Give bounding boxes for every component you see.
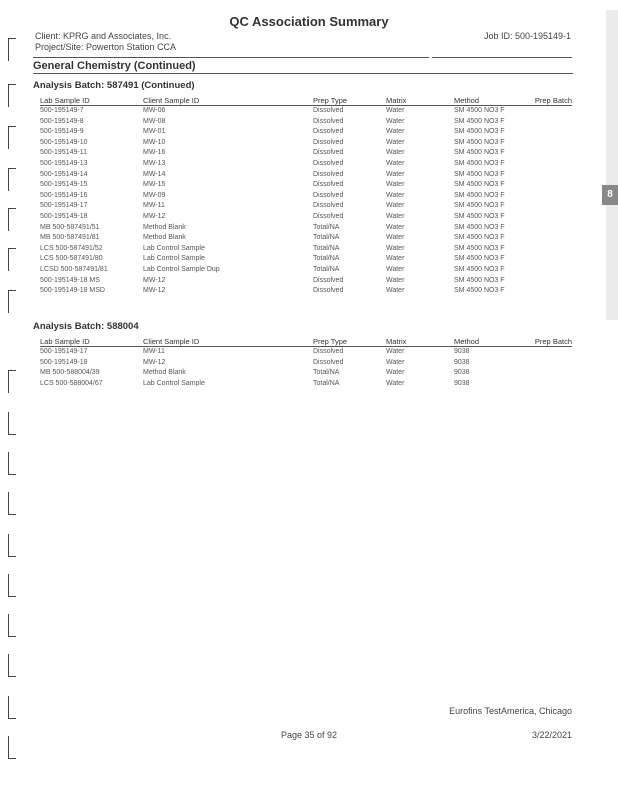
table-header-row [40,337,572,347]
table-cell: Dissolved [313,181,344,189]
table-cell: Method Blank [143,223,186,231]
table-cell: SM 4500 NO3 F [454,138,505,146]
table-cell: SM 4500 NO3 F [454,234,505,242]
table-cell [516,233,572,244]
table-cell: Water [386,128,405,136]
table-cell [516,286,572,297]
table-cell [516,244,572,255]
table-cell: SM 4500 NO3 F [454,212,505,220]
table-cell: Water [386,287,405,295]
lab-name: Eurofins TestAmerica, Chicago [449,706,572,716]
table-cell: MW-10 [143,138,166,146]
table-cell: MW-12 [143,212,166,220]
table-cell: Dissolved [313,128,344,136]
table-row [40,223,572,234]
table-cell: SM 4500 NO3 F [454,191,505,199]
margin-bracket [8,248,16,271]
table-cell: Dissolved [313,191,344,199]
report-date: 3/22/2021 [531,730,572,740]
table-cell: Lab Control Sample [143,379,205,387]
table-cell: Water [386,212,405,220]
table-cell: Total/NA [313,255,340,263]
column-header: Prep Batch [516,96,572,106]
table-row [40,180,572,191]
table-cell [516,347,572,358]
table-cell: SM 4500 NO3 F [454,265,505,273]
table-cell: Dissolved [313,159,344,167]
margin-bracket [8,452,16,475]
batch-title: Analysis Batch: 587491 (Continued) [33,80,195,91]
table-cell: 500-195149-18 MS [40,276,100,284]
table-cell: SM 4500 NO3 F [454,276,505,284]
table-cell: Dissolved [313,287,344,295]
table-cell: SM 4500 NO3 F [454,149,505,157]
table-cell [516,148,572,159]
table-row [40,106,572,117]
margin-bracket [8,168,16,191]
table-cell: MW-08 [143,117,166,125]
table-cell: MB 500-588004/39 [40,369,100,377]
table-cell: Dissolved [313,358,344,366]
table-row [40,233,572,244]
table-cell: Water [386,379,405,387]
table-cell: Water [386,358,405,366]
table-cell: Water [386,107,405,114]
table-cell: Dissolved [313,138,344,146]
column-header: Method [454,337,516,347]
table-row [40,201,572,212]
column-header: Client Sample ID [143,337,313,347]
table-cell: Water [386,191,405,199]
margin-bracket [8,208,16,231]
table-cell [516,117,572,128]
table-cell: SM 4500 NO3 F [454,181,505,189]
table-row [40,159,572,170]
table-cell: Water [386,223,405,231]
column-header: Prep Batch [516,337,572,347]
table-cell: Dissolved [313,212,344,220]
margin-bracket [8,84,16,107]
table-cell: Water [386,244,405,252]
table-row [40,117,572,128]
table-cell: 500-195149-18 [40,212,88,220]
table-cell: Lab Control Sample [143,255,205,263]
table-cell: 500-195149-7 [40,107,84,114]
table-row [40,254,572,265]
side-tab-marker[interactable]: 8 [602,185,618,205]
table-cell: Water [386,170,405,178]
table-cell: 500-195149-8 [40,117,84,125]
section-rule [33,73,573,74]
table-cell: LCS 500-588004/67 [40,379,103,387]
table-cell: SM 4500 NO3 F [454,223,505,231]
column-header: Lab Sample ID [40,96,143,106]
table-cell: Lab Control Sample Dup [143,265,220,273]
table-cell: SM 4500 NO3 F [454,128,505,136]
table-cell: SM 4500 NO3 F [454,202,505,210]
project-label: Project/Site: Powerton Station CCA [35,42,177,52]
table-cell: LCS 500-587491/52 [40,244,103,252]
table-row [40,379,572,390]
table-row [40,127,572,138]
table-cell: Dissolved [313,276,344,284]
table-cell: Water [386,159,405,167]
table-cell: Total/NA [313,265,340,273]
table-cell: 500-195149-11 [40,149,87,157]
table-cell: Water [386,202,405,210]
table-row [40,138,572,149]
table-cell: Dissolved [313,202,344,210]
table-cell: Dissolved [313,348,344,355]
margin-bracket [8,654,16,677]
job-id-label: Job ID: 500-195149-1 [483,31,571,41]
side-index-strip [606,10,618,320]
table-row [40,212,572,223]
table-cell [516,276,572,287]
table-cell: Water [386,255,405,263]
table-cell: Water [386,181,405,189]
table-cell: MW-11 [143,348,165,355]
table-cell: Lab Control Sample [143,244,205,252]
table-cell [516,106,572,117]
table-row [40,148,572,159]
table-cell: Water [386,369,405,377]
table-cell: 9038 [454,358,470,366]
column-header: Prep Type [313,337,386,347]
table-cell: Water [386,265,405,273]
table-cell: 9038 [454,379,470,387]
table-cell: Water [386,234,405,242]
margin-bracket [8,38,16,61]
table-cell: 500-195149-9 [40,128,84,136]
table-cell: MB 500-587491/81 [40,234,100,242]
table-cell: 500-195149-15 [40,181,88,189]
table-row [40,244,572,255]
table-cell: LCSD 500-587491/81 [40,265,108,273]
margin-bracket [8,614,16,637]
table-cell: SM 4500 NO3 F [454,107,505,114]
header-rule [33,57,429,58]
page-title: QC Association Summary [229,14,389,29]
table-cell [516,180,572,191]
table-cell: 500-195149-10 [40,138,88,146]
table-cell: 9038 [454,348,470,355]
table-cell: MW-15 [143,181,166,189]
table-cell [516,127,572,138]
column-header: Matrix [386,337,454,347]
table-cell: MW-01 [143,128,166,136]
column-header: Method [454,96,516,106]
margin-bracket [8,696,16,719]
table-cell: MW-12 [143,287,166,295]
table-cell: Dissolved [313,149,344,157]
table-row [40,347,572,358]
batch-title: Analysis Batch: 588004 [33,321,139,332]
table-cell [516,254,572,265]
table-cell: Dissolved [313,117,344,125]
table-cell: SM 4500 NO3 F [454,244,505,252]
table-cell: MW-09 [143,191,166,199]
batch-587491-table [40,96,572,297]
table-row [40,170,572,181]
column-header: Matrix [386,96,454,106]
margin-bracket [8,574,16,597]
table-cell: 9038 [454,369,470,377]
column-header: Lab Sample ID [40,337,143,347]
table-cell: Total/NA [313,223,340,231]
table-cell: MW-12 [143,358,166,366]
margin-bracket [8,126,16,149]
table-cell: SM 4500 NO3 F [454,159,505,167]
column-header: Prep Type [313,96,386,106]
table-cell [516,159,572,170]
table-cell: MW-11 [143,202,165,210]
table-cell [516,191,572,202]
table-cell [516,138,572,149]
table-cell: Dissolved [313,107,344,114]
table-row [40,265,572,276]
margin-bracket [8,290,16,313]
header-rule [432,57,572,58]
table-cell: SM 4500 NO3 F [454,117,505,125]
table-cell: MW-06 [143,107,166,114]
table-cell [516,265,572,276]
table-cell [516,201,572,212]
table-row [40,368,572,379]
table-cell: 500-195149-18 MSD [40,287,105,295]
table-cell: Total/NA [313,379,340,387]
table-row [40,286,572,297]
table-cell: Water [386,138,405,146]
table-row [40,276,572,287]
table-cell [516,170,572,181]
table-cell: Water [386,149,405,157]
table-cell [516,379,572,390]
table-cell: LCS 500-587491/80 [40,255,103,263]
table-cell: Water [386,117,405,125]
table-cell: SM 4500 NO3 F [454,170,505,178]
table-cell [516,368,572,379]
table-cell: 500-195149-17 [40,202,88,210]
table-cell: 500-195149-18 [40,358,88,366]
table-cell: 500-195149-14 [40,170,88,178]
table-cell: Water [386,276,405,284]
table-cell: Dissolved [313,170,344,178]
table-cell: SM 4500 NO3 F [454,255,505,263]
margin-bracket [8,412,16,435]
margin-bracket [8,534,16,557]
column-header: Client Sample ID [143,96,313,106]
batch-588004-table [40,337,572,389]
page-number: Page 35 of 92 [280,730,338,740]
table-cell: Water [386,348,405,355]
table-row [40,191,572,202]
table-cell: MW-16 [143,149,166,157]
table-cell: Total/NA [313,234,340,242]
table-cell: 500-195149-16 [40,191,88,199]
table-cell: 500-195149-17 [40,348,88,355]
table-cell: Method Blank [143,369,186,377]
table-row [40,358,572,369]
table-cell: MW-12 [143,276,166,284]
table-cell [516,223,572,234]
table-cell: 500-195149-13 [40,159,88,167]
table-cell [516,358,572,369]
margin-bracket [8,492,16,515]
table-cell: Method Blank [143,234,186,242]
table-cell: MW-14 [143,170,166,178]
margin-bracket [8,370,16,393]
table-header-row [40,96,572,106]
table-cell: Total/NA [313,369,340,377]
client-label: Client: KPRG and Associates, Inc. [35,31,172,41]
table-cell: Total/NA [313,244,340,252]
table-cell: SM 4500 NO3 F [454,287,505,295]
table-cell [516,212,572,223]
table-cell: MW-13 [143,159,166,167]
table-cell: MB 500-587491/51 [40,223,100,231]
section-title: General Chemistry (Continued) [33,60,196,72]
